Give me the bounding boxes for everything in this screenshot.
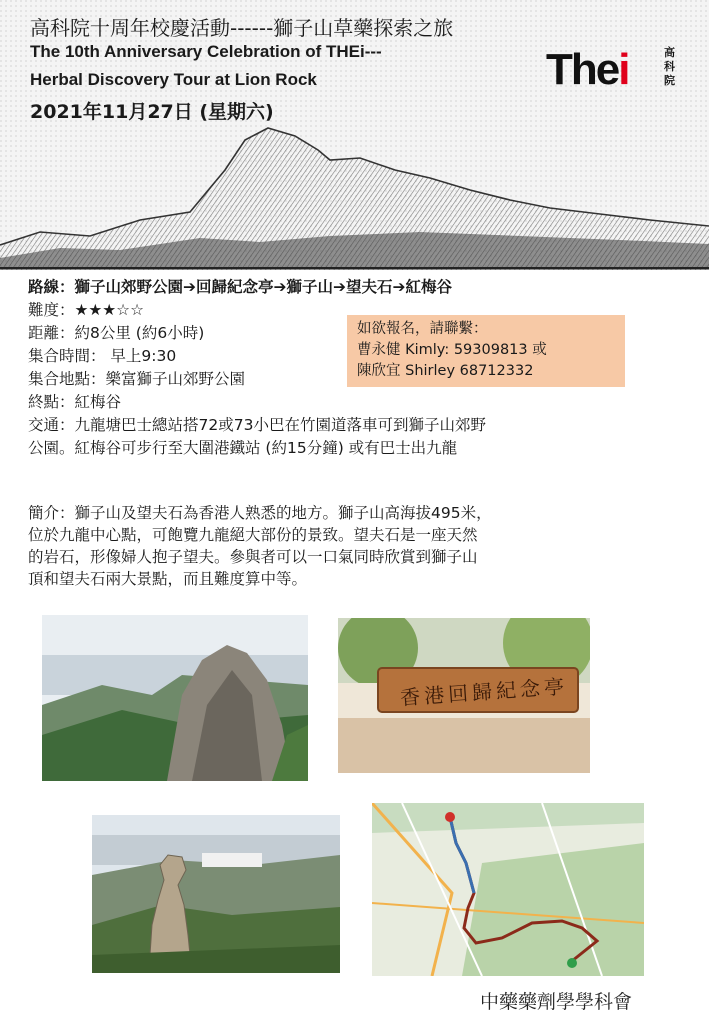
intro-line-3: 的岩石，形像婦人抱子望夫。參與者可以一口氣同時欣賞到獅子山 <box>28 548 478 566</box>
organizer-name: 中藥藥劑學學科會 <box>480 991 633 1013</box>
event-date: 2021年11月27日 (星期六) <box>30 101 274 123</box>
pavilion-sign-photo <box>338 618 590 773</box>
difficulty-line: 難度：★★★☆☆ <box>28 301 144 319</box>
route-line: 路線：獅子山郊野公園➔回歸紀念亭➔獅子山➔望夫石➔紅梅谷 <box>28 278 452 296</box>
intro-line-1: 簡介：獅子山及望夫石為香港人熟悉的地方。獅子山高海拔495米， <box>28 504 492 522</box>
event-title-chinese: 高科院十周年校慶活動------獅子山草藥探索之旅 <box>30 16 454 40</box>
intro-line-4: 頂和望夫石兩大景點，而且難度算中等。 <box>28 570 308 588</box>
logo-side-text: 高科院 <box>664 46 675 87</box>
transport-line-1: 交通：九龍塘巴士總站搭72或73小巴在竹園道落車可到獅子山郊野 <box>28 416 486 434</box>
event-title-english-line2: Herbal Discovery Tour at Lion Rock <box>30 70 317 89</box>
thei-logo <box>546 45 686 98</box>
contact-heading: 如欲報名，請聯繫： <box>357 321 488 337</box>
logo-accent-letter: i <box>618 45 629 94</box>
logo-main-text: The <box>546 45 619 94</box>
event-title-english-line1: The 10th Anniversary Celebration of THEi--- <box>30 42 382 61</box>
distance-line: 距離：約8公里 (約6小時) <box>28 324 205 342</box>
lion-rock-photo <box>42 615 308 781</box>
intro-line-2: 位於九龍中心點，可飽覽九龍絕大部份的景致。望夫石是一座天然 <box>28 526 478 544</box>
pavilion-sign-text: 香港回歸紀念亭 <box>399 674 569 710</box>
meet-time-line: 集合時間： 早上9:30 <box>28 347 177 365</box>
transport-line-2: 公園。紅梅谷可步行至大圍港鐵站 (約15分鐘) 或有巴士出九龍 <box>28 439 458 457</box>
intro-paragraph <box>28 502 668 590</box>
meet-place-line: 集合地點：樂富獅子山郊野公園 <box>28 370 246 388</box>
contact-line-1: 曹永健 Kimly: 59309813 或 <box>357 342 547 358</box>
amah-rock-photo <box>92 815 340 973</box>
contact-box <box>347 315 625 387</box>
route-map <box>372 803 644 976</box>
contact-line-2: 陳欣宜 Shirley 68712332 <box>357 363 534 379</box>
end-point-line: 終點：紅梅谷 <box>28 393 122 411</box>
